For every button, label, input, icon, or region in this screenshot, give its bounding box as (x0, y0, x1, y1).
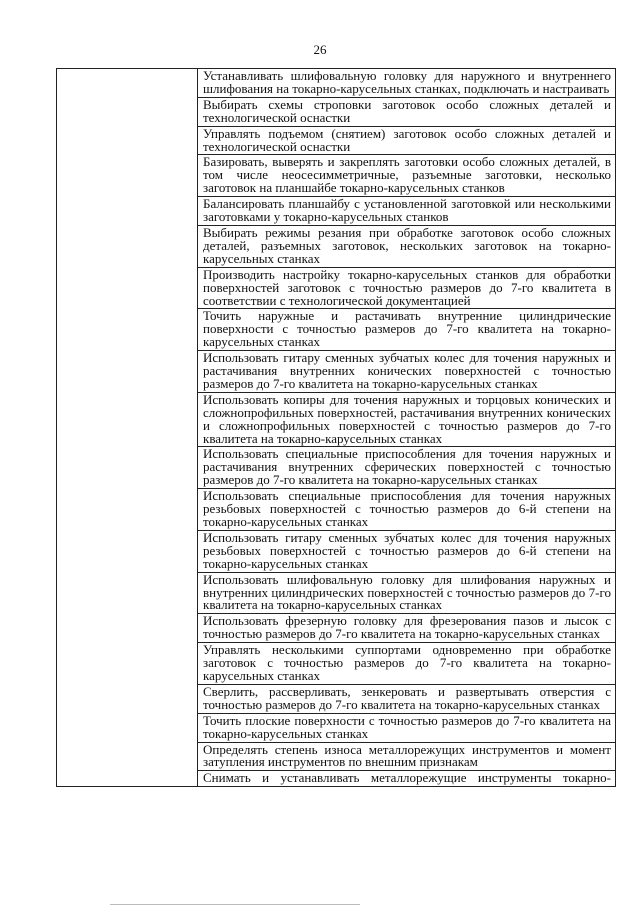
task-item: Управлять подъемом (снятием) заготовок особо сложных деталей и технологической оснастки (198, 127, 615, 156)
task-item: Определять степень износа металлорежущих инструментов и момент затупления инструментов по внешним признакам (198, 743, 615, 772)
task-list (198, 69, 615, 786)
task-item: Использовать гитару сменных зубчатых колес для точения наружных резьбовых поверхностей с точностью размеров до 6-й степени на токарно-карусельных станках (198, 531, 615, 573)
task-item: Использовать специальные приспособления для точения наружных резьбовых поверхностей с точностью размеров до 6-й степени на токарно-карусельных станках (198, 489, 615, 531)
task-item: Снимать и устанавливать металлорежущие инструменты токарно- (203, 770, 611, 786)
task-item: Точить наружные и растачивать внутренние цилиндрические поверхности с точностью размеров до 7-го квалитета на токарно-карусельных станках (198, 309, 615, 351)
task-item: Использовать копиры для точения наружных и торцовых конических и сложнопрофильных поверхностей, растачивания внутренних конических и сложнопрофильных поверхностей с точностью размеров до 7-го квалитета на токарно-карусельных станках (198, 393, 615, 448)
page-number: 26 (313, 42, 327, 57)
task-item: Сверлить, рассверливать, зенкеровать и развертывать отверстия с точностью размеров до 7-го квалитета на токарно-карусельных станках (198, 685, 615, 714)
task-item: Использовать шлифовальную головку для шлифования наружных и внутренних цилиндрических поверхностей с точностью размеров до 7-го квалитета на токарно-карусельных станках (198, 573, 615, 615)
task-item: Использовать специальные приспособления для точения наружных и растачивания внутренних сферических поверхностей с точностью размеров до 7-го квалитета на токарно-карусельных станках (198, 447, 615, 489)
task-item: Выбирать схемы строповки заготовок особо сложных деталей и технологической оснастки (198, 98, 615, 127)
table-row (57, 69, 616, 787)
task-item: Использовать гитару сменных зубчатых колес для точения наружных и растачивания внутренних конических поверхностей с точностью размеров до 7-го квалитета на токарно-карусельных станках (198, 351, 615, 393)
task-item: Управлять несколькими суппортами одновременно при обработке заготовок с точностью размеров до 7-го квалитета на токарно-карусельных станках (198, 643, 615, 685)
table-right-cell (198, 69, 616, 787)
task-item: Устанавливать шлифовальную головку для наружного и внутреннего шлифования на токарно-карусельных станках, подключать и настраивать (198, 69, 615, 98)
task-item: Выбирать режимы резания при обработке заготовок особо сложных деталей, разъемных заготовок, нескольких заготовок на токарно-карусельных станках (198, 226, 615, 268)
table-left-cell (57, 69, 198, 787)
task-item: Производить настройку токарно-карусельных станков для обработки поверхностей заготовок с точностью размеров до 7-го квалитета в соответствии с технологической документацией (198, 268, 615, 310)
task-item: Использовать фрезерную головку для фрезерования пазов и лысок с точностью размеров до 7-го квалитета на токарно-карусельных станках (198, 614, 615, 643)
task-item: Базировать, выверять и закреплять заготовки особо сложных деталей, в том числе неосесимметричные, разъемные заготовки, несколько заготовок на планшайбе токарно-карусельных станков (198, 155, 615, 197)
skills-table (56, 68, 616, 787)
task-item: Точить плоские поверхности с точностью размеров до 7-го квалитета на токарно-карусельных станках (198, 714, 615, 743)
task-item: Балансировать планшайбу с установленной заготовкой или несколькими заготовками у токарно-карусельных станков (198, 197, 615, 226)
